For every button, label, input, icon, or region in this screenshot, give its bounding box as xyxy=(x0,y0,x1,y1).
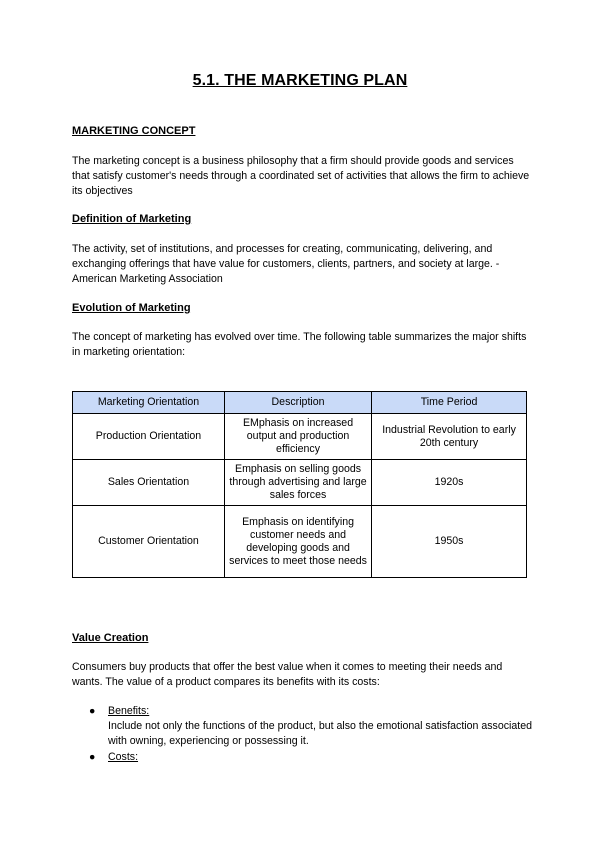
bullet-list xyxy=(72,704,532,765)
table-cell: 1920s xyxy=(372,460,527,506)
table-cell: Sales Orientation xyxy=(73,460,225,506)
bullet-text: Include not only the functions of the product, but also the emotional satisfaction associated with owning, experiencing or possessing it. xyxy=(108,720,533,748)
list-item xyxy=(72,704,532,750)
paragraph-marketing-concept: The marketing concept is a business philosophy that a firm should provide goods and services that satisfy customer's needs through a coordinated set of activities that allows the firm to achieve its objectives xyxy=(72,155,530,198)
table-cell: EMphasis on increased output and production efficiency xyxy=(224,414,371,460)
table-cell: Production Orientation xyxy=(73,414,225,460)
bullet-icon: ● xyxy=(89,750,96,763)
bullet-label: Benefits: xyxy=(108,705,150,717)
table-cell: Customer Orientation xyxy=(73,506,225,578)
table-row xyxy=(73,460,527,506)
page-title: 5.1. THE MARKETING PLAN xyxy=(192,72,408,89)
paragraph-definition-of-marketing: The activity, set of institutions, and processes for creating, communicating, delivering, and exchanging offerings that have value for customers, clients, partners, and society at large. - American Marketing Association xyxy=(72,243,500,286)
list-item xyxy=(72,750,532,765)
table-header-cell: Marketing Orientation xyxy=(73,392,225,414)
heading-definition-of-marketing: Definition of Marketing xyxy=(72,213,192,225)
orientation-table xyxy=(72,391,527,578)
heading-evolution-of-marketing: Evolution of Marketing xyxy=(72,302,191,314)
table-header-cell: Time Period xyxy=(372,392,527,414)
paragraph-evolution-of-marketing: The concept of marketing has evolved over time. The following table summarizes the major shifts in marketing orientation: xyxy=(72,331,527,359)
heading-marketing-concept: MARKETING CONCEPT xyxy=(72,125,196,137)
bullet-label: Costs: xyxy=(108,750,139,763)
table-cell: Emphasis on selling goods through advertising and large sales forces xyxy=(224,460,371,506)
heading-value-creation: Value Creation xyxy=(72,632,149,644)
table-row xyxy=(73,506,527,578)
table-cell: Industrial Revolution to early 20th century xyxy=(372,414,527,460)
table-header-cell: Description xyxy=(224,392,371,414)
table-row xyxy=(73,414,527,460)
table-cell: Emphasis on identifying customer needs and developing goods and services to meet those needs xyxy=(224,506,371,578)
bullet-icon: ● xyxy=(89,705,96,717)
table-header-row xyxy=(73,392,527,414)
table-cell: 1950s xyxy=(372,506,527,578)
paragraph-value-creation: Consumers buy products that offer the best value when it comes to meeting their needs and wants. The value of a product compares its benefits with its costs: xyxy=(72,661,503,689)
